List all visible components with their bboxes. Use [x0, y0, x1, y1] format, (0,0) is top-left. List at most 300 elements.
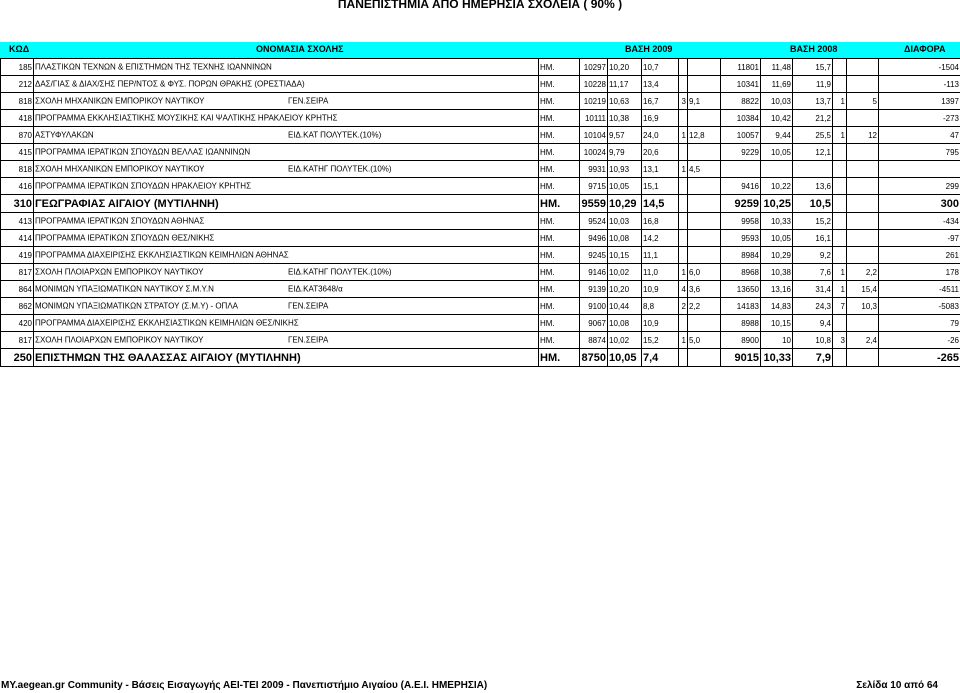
cell-school-name [34, 110, 539, 127]
cell-base-2008: 13650 [721, 281, 761, 298]
school-name: ΣΧΟΛΗ ΠΛΟΙΑΡΧΩΝ ΕΜΠΟΡΙΚΟΥ ΝΑΥΤΙΚΟΥ [35, 267, 204, 277]
cell-avg-2009: 10,08 [608, 230, 642, 247]
cell-col4-2009 [679, 144, 688, 161]
table-row [1, 76, 960, 93]
school-name-wrapper [35, 161, 537, 177]
cell-col5-2009: 12,8 [688, 127, 721, 144]
cell-col4-2008 [833, 247, 847, 264]
cell-col5-2008 [847, 161, 879, 178]
school-name: ΠΡΟΓΡΑΜΜΑ ΙΕΡΑΤΙΚΩΝ ΣΠΟΥΔΩΝ ΘΕΣ/ΝΙΚΗΣ [35, 233, 215, 243]
cell-type: ΗΜ. [539, 178, 580, 195]
cell-col4-2008 [833, 195, 847, 213]
cell-base-2008 [721, 161, 761, 178]
cell-col3-2008: 25,5 [793, 127, 833, 144]
cell-col5-2008: 12 [847, 127, 879, 144]
school-name: ΓΕΩΓΡΑΦΙΑΣ ΑΙΓΑΙΟΥ (ΜΥΤΙΛΗΝΗ) [35, 197, 219, 210]
cell-col4-2009 [679, 349, 688, 367]
cell-school-name [34, 213, 539, 230]
school-category: ΕΙΔ.ΚΑΤΗΓ ΠΟΛΥΤΕΚ.(10%) [288, 164, 392, 174]
cell-col5-2009 [688, 247, 721, 264]
cell-avg-2009: 9,57 [608, 127, 642, 144]
cell-school-name [34, 298, 539, 315]
cell-col3-2009: 11,0 [642, 264, 679, 281]
cell-difference: -5083 [879, 298, 960, 315]
cell-col4-2009: 1 [679, 127, 688, 144]
cell-col4-2008 [833, 144, 847, 161]
cell-base-2008: 8984 [721, 247, 761, 264]
cell-type: ΗΜ. [539, 281, 580, 298]
cell-col4-2008 [833, 110, 847, 127]
cell-base-2009: 10219 [580, 93, 608, 110]
cell-col3-2009: 15,2 [642, 332, 679, 349]
cell-type: ΗΜ. [539, 59, 580, 76]
cell-col3-2009: 10,9 [642, 315, 679, 332]
cell-col5-2009 [688, 110, 721, 127]
cell-code: 415 [1, 144, 34, 161]
cell-difference: 795 [879, 144, 960, 161]
table-row [1, 178, 960, 195]
cell-school-name [34, 315, 539, 332]
cell-avg-2008: 10,25 [761, 195, 793, 213]
cell-difference [879, 161, 960, 178]
cell-base-2008: 9416 [721, 178, 761, 195]
school-name: ΠΡΟΓΡΑΜΜΑ ΕΚΚΛΗΣΙΑΣΤΙΚΗΣ ΜΟΥΣΙΚΗΣ ΚΑΙ ΨΑΛΤΙΚΗΣ ΗΡΑΚΛΕΙΟΥ ΚΡΗΤΗΣ [35, 113, 338, 123]
cell-col5-2008: 10,3 [847, 298, 879, 315]
cell-base-2008: 8988 [721, 315, 761, 332]
cell-avg-2009: 10,20 [608, 59, 642, 76]
cell-base-2008: 10384 [721, 110, 761, 127]
table-row [1, 315, 960, 332]
cell-base-2008: 10341 [721, 76, 761, 93]
cell-col4-2008: 1 [833, 93, 847, 110]
cell-col5-2009: 5,0 [688, 332, 721, 349]
cell-type: ΗΜ. [539, 213, 580, 230]
cell-type: ΗΜ. [539, 315, 580, 332]
cell-col3-2009: 20,6 [642, 144, 679, 161]
school-name-wrapper [35, 59, 537, 75]
school-name-wrapper [35, 349, 537, 366]
cell-col3-2009: 13,1 [642, 161, 679, 178]
cell-col5-2008 [847, 178, 879, 195]
cell-base-2008: 9015 [721, 349, 761, 367]
cell-code: 817 [1, 264, 34, 281]
cell-col3-2009: 24,0 [642, 127, 679, 144]
school-name: ΔΑΣ/ΓΙΑΣ & ΔΙΑΧ/ΣΗΣ ΠΕΡ/ΝΤΟΣ & ΦΥΣ. ΠΟΡΩΝ ΘΡΑΚΗΣ (ΟΡΕΣΤΙΑΔΑ) [35, 79, 305, 89]
school-name: ΠΡΟΓΡΑΜΜΑ ΙΕΡΑΤΙΚΩΝ ΣΠΟΥΔΩΝ ΒΕΛΛΑΣ ΙΩΑΝΝΙΝΩΝ [35, 147, 251, 157]
cell-difference: 1397 [879, 93, 960, 110]
school-name: ΠΡΟΓΡΑΜΜΑ ΔΙΑΧΕΙΡΙΣΗΣ ΕΚΚΛΗΣΙΑΣΤΙΚΩΝ ΚΕΙΜΗΛΙΩΝ ΑΘΗΝΑΣ [35, 250, 289, 260]
cell-col4-2009 [679, 247, 688, 264]
cell-col5-2009 [688, 213, 721, 230]
cell-col3-2008: 15,7 [793, 59, 833, 76]
cell-col3-2008: 9,4 [793, 315, 833, 332]
cell-col5-2008: 15,4 [847, 281, 879, 298]
cell-difference: 47 [879, 127, 960, 144]
cell-col4-2009 [679, 59, 688, 76]
cell-col4-2009: 4 [679, 281, 688, 298]
cell-code: 862 [1, 298, 34, 315]
cell-base-2009: 9559 [580, 195, 608, 213]
cell-difference: -26 [879, 332, 960, 349]
cell-col4-2008 [833, 213, 847, 230]
cell-code: 864 [1, 281, 34, 298]
cell-col4-2008: 7 [833, 298, 847, 315]
cell-difference: -434 [879, 213, 960, 230]
cell-base-2009: 10024 [580, 144, 608, 161]
cell-avg-2008: 10,15 [761, 315, 793, 332]
cell-col5-2008 [847, 59, 879, 76]
cell-base-2009: 10111 [580, 110, 608, 127]
school-name: ΠΡΟΓΡΑΜΜΑ ΙΕΡΑΤΙΚΩΝ ΣΠΟΥΔΩΝ ΑΘΗΝΑΣ [35, 216, 205, 226]
school-name: ΕΠΙΣΤΗΜΩΝ ΤΗΣ ΘΑΛΑΣΣΑΣ ΑΙΓΑΙΟΥ (ΜΥΤΙΛΗΝΗ) [35, 351, 301, 364]
cell-avg-2008: 9,44 [761, 127, 793, 144]
school-category: ΓΕΝ.ΣΕΙΡΑ [288, 96, 329, 106]
cell-col5-2008: 5 [847, 93, 879, 110]
cell-type: ΗΜ. [539, 76, 580, 93]
cell-col3-2009: 16,7 [642, 93, 679, 110]
school-name-wrapper [35, 144, 537, 160]
table-row [1, 127, 960, 144]
school-name-wrapper [35, 195, 537, 212]
cell-code: 250 [1, 349, 34, 367]
cell-col5-2009: 9,1 [688, 93, 721, 110]
cell-avg-2009: 10,02 [608, 332, 642, 349]
cell-col4-2009 [679, 110, 688, 127]
cell-type: ΗΜ. [539, 195, 580, 213]
cell-col5-2008 [847, 230, 879, 247]
table-row [1, 247, 960, 264]
school-name-wrapper [35, 93, 537, 109]
cell-avg-2009: 10,63 [608, 93, 642, 110]
cell-code: 414 [1, 230, 34, 247]
cell-code: 419 [1, 247, 34, 264]
cell-col3-2008: 9,2 [793, 247, 833, 264]
cell-base-2009: 9524 [580, 213, 608, 230]
cell-school-name [34, 247, 539, 264]
cell-col4-2008 [833, 230, 847, 247]
cell-avg-2008: 10,42 [761, 110, 793, 127]
cell-col5-2009 [688, 76, 721, 93]
table-row [1, 213, 960, 230]
cell-avg-2008: 10,38 [761, 264, 793, 281]
cell-base-2009: 10297 [580, 59, 608, 76]
cell-difference: 300 [879, 195, 960, 213]
cell-school-name [34, 93, 539, 110]
cell-col4-2009: 2 [679, 298, 688, 315]
cell-col3-2009: 16,8 [642, 213, 679, 230]
school-name-wrapper [35, 281, 537, 297]
cell-col3-2009: 11,1 [642, 247, 679, 264]
cell-code: 817 [1, 332, 34, 349]
cell-school-name [34, 349, 539, 367]
cell-avg-2009: 10,29 [608, 195, 642, 213]
cell-avg-2009: 10,03 [608, 213, 642, 230]
cell-base-2009: 9496 [580, 230, 608, 247]
cell-avg-2008: 10,33 [761, 349, 793, 367]
cell-base-2008: 8822 [721, 93, 761, 110]
cell-code: 212 [1, 76, 34, 93]
cell-code: 420 [1, 315, 34, 332]
cell-avg-2009: 10,02 [608, 264, 642, 281]
table-row [1, 161, 960, 178]
school-category: ΓΕΝ.ΣΕΙΡΑ [288, 335, 329, 345]
cell-col5-2009: 2,2 [688, 298, 721, 315]
cell-avg-2009: 10,38 [608, 110, 642, 127]
cell-base-2008: 9958 [721, 213, 761, 230]
cell-base-2008: 11801 [721, 59, 761, 76]
table-row [1, 110, 960, 127]
school-name-wrapper [35, 247, 537, 263]
school-category: ΕΙΔ.ΚΑΤ3648/α [288, 284, 343, 294]
cell-base-2008: 8968 [721, 264, 761, 281]
cell-col3-2009: 10,7 [642, 59, 679, 76]
cell-school-name [34, 144, 539, 161]
cell-col5-2008 [847, 213, 879, 230]
cell-avg-2009: 10,93 [608, 161, 642, 178]
cell-school-name [34, 178, 539, 195]
cell-col5-2008 [847, 247, 879, 264]
cell-school-name [34, 59, 539, 76]
cell-avg-2008: 10 [761, 332, 793, 349]
cell-code: 416 [1, 178, 34, 195]
table-row [1, 93, 960, 110]
cell-col4-2009: 3 [679, 93, 688, 110]
cell-col4-2008 [833, 315, 847, 332]
cell-col4-2009: 1 [679, 264, 688, 281]
table-row [1, 349, 960, 367]
cell-base-2008: 10057 [721, 127, 761, 144]
cell-col5-2008: 2,2 [847, 264, 879, 281]
cell-avg-2008: 10,22 [761, 178, 793, 195]
cell-difference: 261 [879, 247, 960, 264]
cell-col4-2009 [679, 76, 688, 93]
cell-difference: -1504 [879, 59, 960, 76]
cell-code: 413 [1, 213, 34, 230]
bases-table [0, 58, 960, 367]
cell-col5-2009 [688, 349, 721, 367]
school-name: ΣΧΟΛΗ ΠΛΟΙΑΡΧΩΝ ΕΜΠΟΡΙΚΟΥ ΝΑΥΤΙΚΟΥ [35, 335, 204, 345]
cell-school-name [34, 127, 539, 144]
cell-col4-2008 [833, 76, 847, 93]
cell-type: ΗΜ. [539, 349, 580, 367]
cell-col3-2009: 10,9 [642, 281, 679, 298]
cell-avg-2009: 10,15 [608, 247, 642, 264]
school-name-wrapper [35, 298, 537, 314]
cell-col5-2009 [688, 315, 721, 332]
cell-col4-2009 [679, 230, 688, 247]
cell-col5-2009: 3,6 [688, 281, 721, 298]
cell-school-name [34, 230, 539, 247]
cell-col4-2009 [679, 178, 688, 195]
cell-col4-2008 [833, 349, 847, 367]
cell-col3-2008: 24,3 [793, 298, 833, 315]
cell-col5-2008 [847, 76, 879, 93]
cell-col4-2008: 1 [833, 264, 847, 281]
cell-school-name [34, 281, 539, 298]
cell-type: ΗΜ. [539, 144, 580, 161]
cell-type: ΗΜ. [539, 298, 580, 315]
cell-col3-2008: 10,8 [793, 332, 833, 349]
cell-difference: 299 [879, 178, 960, 195]
cell-col4-2008 [833, 178, 847, 195]
cell-col3-2009: 14,5 [642, 195, 679, 213]
cell-col3-2008: 11,9 [793, 76, 833, 93]
cell-col4-2008: 1 [833, 281, 847, 298]
cell-avg-2008 [761, 161, 793, 178]
cell-col3-2009: 7,4 [642, 349, 679, 367]
cell-avg-2008: 10,05 [761, 230, 793, 247]
cell-code: 418 [1, 110, 34, 127]
cell-col5-2008 [847, 144, 879, 161]
cell-difference: 178 [879, 264, 960, 281]
cell-col5-2009 [688, 144, 721, 161]
table-row [1, 264, 960, 281]
school-name-wrapper [35, 264, 537, 280]
cell-base-2009: 9067 [580, 315, 608, 332]
cell-col5-2009 [688, 230, 721, 247]
cell-col3-2009: 14,2 [642, 230, 679, 247]
cell-col3-2008 [793, 161, 833, 178]
cell-col3-2008: 16,1 [793, 230, 833, 247]
cell-col4-2008 [833, 59, 847, 76]
cell-base-2009: 9146 [580, 264, 608, 281]
cell-avg-2009: 10,44 [608, 298, 642, 315]
school-name-wrapper [35, 332, 537, 348]
cell-school-name [34, 195, 539, 213]
cell-base-2009: 9245 [580, 247, 608, 264]
cell-col5-2009: 4,5 [688, 161, 721, 178]
table-row [1, 230, 960, 247]
school-name: ΑΣΤΥΦΥΛΑΚΩΝ [35, 130, 94, 140]
cell-base-2008: 8900 [721, 332, 761, 349]
cell-col3-2008: 13,7 [793, 93, 833, 110]
school-name-wrapper [35, 315, 537, 331]
school-category: ΓΕΝ.ΣΕΙΡΑ [288, 301, 329, 311]
table-row [1, 144, 960, 161]
cell-avg-2008: 10,29 [761, 247, 793, 264]
cell-base-2009: 9100 [580, 298, 608, 315]
cell-col4-2008: 3 [833, 332, 847, 349]
cell-type: ΗΜ. [539, 264, 580, 281]
cell-col3-2008: 21,2 [793, 110, 833, 127]
header-base-2008: ΒΑΣΗ 2008 [790, 44, 838, 54]
cell-col3-2008: 7,9 [793, 349, 833, 367]
school-name-wrapper [35, 110, 537, 126]
cell-difference: -4511 [879, 281, 960, 298]
school-category: ΕΙΔ.ΚΑΤΗΓ ΠΟΛΥΤΕΚ.(10%) [288, 267, 392, 277]
cell-type: ΗΜ. [539, 161, 580, 178]
cell-col4-2008 [833, 161, 847, 178]
cell-col5-2009 [688, 195, 721, 213]
cell-col5-2008 [847, 349, 879, 367]
table-row [1, 195, 960, 213]
school-category: ΕΙΔ.ΚΑΤ ΠΟΛΥΤΕΚ.(10%) [288, 130, 382, 140]
cell-col5-2008 [847, 315, 879, 332]
cell-type: ΗΜ. [539, 127, 580, 144]
cell-avg-2009: 10,20 [608, 281, 642, 298]
cell-base-2008: 9259 [721, 195, 761, 213]
cell-school-name [34, 264, 539, 281]
cell-type: ΗΜ. [539, 230, 580, 247]
cell-difference: -265 [879, 349, 960, 367]
header-school: ΟΝΟΜΑΣΙΑ ΣΧΟΛΗΣ [256, 44, 344, 54]
cell-difference: -97 [879, 230, 960, 247]
cell-col3-2008: 12,1 [793, 144, 833, 161]
cell-col4-2009 [679, 213, 688, 230]
cell-base-2008: 9229 [721, 144, 761, 161]
cell-col3-2009: 16,9 [642, 110, 679, 127]
school-name: ΠΡΟΓΡΑΜΜΑ ΙΕΡΑΤΙΚΩΝ ΣΠΟΥΔΩΝ ΗΡΑΚΛΕΙΟΥ ΚΡΗΤΗΣ [35, 181, 252, 191]
cell-col3-2008: 13,6 [793, 178, 833, 195]
table-row [1, 298, 960, 315]
school-name-wrapper [35, 178, 537, 194]
cell-difference: -273 [879, 110, 960, 127]
table-header [0, 42, 960, 58]
cell-col3-2008: 10,5 [793, 195, 833, 213]
school-name: ΜΟΝΙΜΩΝ ΥΠΑΞΙΩΜΑΤΙΚΩΝ ΝΑΥΤΙΚΟΥ Σ.Μ.Υ.Ν [35, 284, 214, 294]
cell-base-2009: 8750 [580, 349, 608, 367]
cell-base-2009: 10104 [580, 127, 608, 144]
cell-avg-2009: 10,05 [608, 178, 642, 195]
cell-col5-2009: 6,0 [688, 264, 721, 281]
cell-col5-2008 [847, 195, 879, 213]
table-row [1, 332, 960, 349]
cell-school-name [34, 76, 539, 93]
cell-col5-2008: 2,4 [847, 332, 879, 349]
cell-base-2008: 9593 [721, 230, 761, 247]
cell-type: ΗΜ. [539, 110, 580, 127]
cell-col3-2008: 7,6 [793, 264, 833, 281]
footer-page-number: Σελίδα 10 από 64 [856, 680, 938, 691]
school-name: ΠΛΑΣΤΙΚΩΝ ΤΕΧΝΩΝ & ΕΠΙΣΤΗΜΩΝ ΤΗΣ ΤΕΧΝΗΣ ΙΩΑΝΝΙΝΩΝ [35, 62, 272, 72]
cell-col5-2009 [688, 178, 721, 195]
cell-base-2009: 10228 [580, 76, 608, 93]
cell-code: 818 [1, 161, 34, 178]
cell-avg-2009: 10,05 [608, 349, 642, 367]
cell-type: ΗΜ. [539, 332, 580, 349]
cell-col4-2008: 1 [833, 127, 847, 144]
school-name-wrapper [35, 230, 537, 246]
table-row [1, 281, 960, 298]
cell-code: 818 [1, 93, 34, 110]
page-footer [0, 680, 960, 693]
cell-avg-2008: 10,05 [761, 144, 793, 161]
footer-source: MY.aegean.gr Community - Βάσεις Εισαγωγής ΑΕΙ-ΤΕΙ 2009 - Πανεπιστήμιο Αιγαίου (Α.Ε.Ι. ΗΜΕΡΗΣΙΑ) [1, 680, 488, 691]
cell-base-2009: 9931 [580, 161, 608, 178]
cell-avg-2008: 14,83 [761, 298, 793, 315]
cell-col4-2009 [679, 315, 688, 332]
cell-school-name [34, 332, 539, 349]
cell-code: 185 [1, 59, 34, 76]
school-name-wrapper [35, 127, 537, 143]
cell-avg-2009: 9,79 [608, 144, 642, 161]
header-code: ΚΩΔ [9, 44, 30, 54]
school-name: ΣΧΟΛΗ ΜΗΧΑΝΙΚΩΝ ΕΜΠΟΡΙΚΟΥ ΝΑΥΤΙΚΟΥ [35, 164, 205, 174]
cell-col3-2008: 15,2 [793, 213, 833, 230]
page-title: ΠΑΝΕΠΙΣΤΗΜΙΑ ΑΠΟ ΗΜΕΡΗΣΙΑ ΣΧΟΛΕΙΑ ( 90% ) [337, 0, 623, 11]
cell-avg-2008: 13,16 [761, 281, 793, 298]
cell-avg-2008: 11,48 [761, 59, 793, 76]
cell-col3-2009: 8,8 [642, 298, 679, 315]
header-difference: ΔΙΑΦΟΡΑ [904, 44, 946, 54]
cell-col4-2009: 1 [679, 332, 688, 349]
cell-col5-2008 [847, 110, 879, 127]
cell-avg-2008: 10,33 [761, 213, 793, 230]
cell-code: 310 [1, 195, 34, 213]
cell-col3-2008: 31,4 [793, 281, 833, 298]
school-name: ΜΟΝΙΜΩΝ ΥΠΑΞΙΩΜΑΤΙΚΩΝ ΣΤΡΑΤΟΥ (Σ.Μ.Υ) - ΟΠΛΑ [35, 301, 239, 311]
cell-col4-2009: 1 [679, 161, 688, 178]
